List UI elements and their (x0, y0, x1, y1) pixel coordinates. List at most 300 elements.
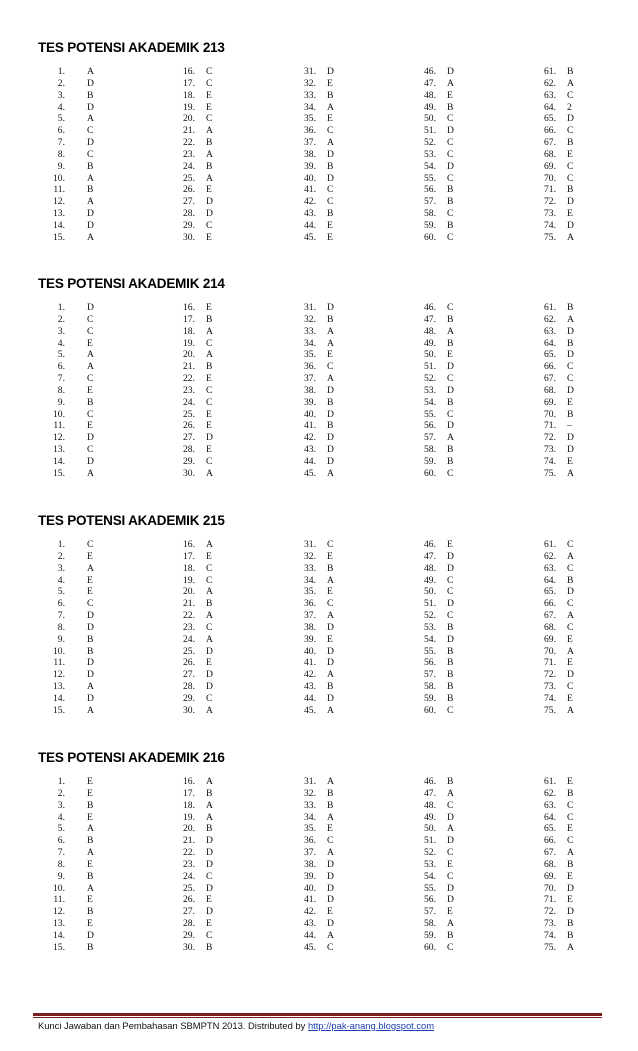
question-number: 55. (424, 408, 436, 420)
answer-row (50, 148, 94, 161)
answer-row (530, 621, 574, 634)
answer-letter: B (327, 89, 334, 101)
question-number: 4. (57, 574, 65, 586)
answer-letter: A (206, 633, 213, 645)
answer-letter: C (206, 396, 213, 408)
answer-column (290, 66, 334, 244)
question-number: 75. (544, 231, 556, 243)
answer-row (50, 172, 94, 185)
answer-letter: E (87, 894, 93, 906)
question-number: 56. (424, 184, 436, 196)
question-number: 52. (424, 847, 436, 859)
answer-letter: B (447, 219, 454, 231)
question-number: 57. (424, 196, 436, 208)
section-title: TES POTENSI AKADEMIK 216 (38, 750, 225, 765)
answer-letter: D (447, 361, 454, 373)
answer-letter: C (447, 704, 454, 716)
answer-letter: D (567, 444, 574, 456)
answer-row (290, 574, 334, 587)
answer-letter: E (87, 858, 93, 870)
question-number: 3. (57, 89, 65, 101)
question-number: 23. (183, 148, 195, 160)
answer-row (169, 66, 213, 78)
question-number: 11. (53, 657, 65, 669)
answer-letter: B (567, 302, 574, 313)
answer-letter: B (567, 408, 574, 420)
answer-letter: A (327, 847, 334, 859)
answer-row (169, 384, 213, 397)
question-number: 21. (183, 835, 195, 847)
answer-letter: A (206, 539, 213, 550)
answer-row (290, 645, 334, 658)
answer-row (530, 455, 573, 468)
answer-letter: A (87, 562, 94, 574)
question-number: 13. (53, 444, 65, 456)
question-number: 32. (304, 550, 316, 562)
answer-row (410, 610, 454, 622)
answer-letter: E (206, 302, 212, 313)
answer-row (169, 941, 213, 954)
answer-row (169, 621, 213, 634)
answer-row (530, 313, 574, 326)
answer-letter: C (327, 196, 334, 208)
question-number: 4. (57, 101, 65, 113)
answer-row (410, 847, 454, 859)
answer-letter: E (567, 148, 573, 160)
question-number: 28. (183, 681, 195, 693)
answer-row (530, 172, 574, 185)
answer-row (169, 858, 213, 871)
answer-letter: D (87, 669, 94, 681)
answer-letter: D (206, 681, 213, 693)
question-number: 11. (53, 894, 65, 906)
question-number: 8. (57, 148, 65, 160)
answer-row (410, 870, 454, 883)
answer-row (169, 89, 212, 102)
answer-row (169, 313, 213, 326)
question-number: 35. (304, 349, 316, 361)
answer-row (410, 231, 454, 244)
answer-row (50, 384, 93, 397)
question-number: 15. (53, 467, 65, 479)
answer-letter: A (447, 823, 454, 835)
answer-letter: D (87, 657, 94, 669)
question-number: 46. (424, 539, 436, 550)
answer-letter: B (447, 621, 454, 633)
answer-row (290, 349, 333, 361)
answer-row (410, 598, 454, 610)
question-number: 65. (544, 113, 556, 125)
answer-letter: D (206, 847, 213, 859)
answer-letter: A (327, 337, 334, 349)
question-number: 3. (57, 562, 65, 574)
answer-row (410, 787, 454, 800)
answer-letter: B (567, 929, 574, 941)
question-number: 55. (424, 882, 436, 894)
answer-row (530, 420, 572, 432)
question-number: 73. (544, 208, 556, 220)
answer-row (410, 125, 454, 137)
answer-column (290, 539, 334, 717)
answer-row (169, 835, 213, 847)
answer-letter: D (206, 208, 213, 220)
answer-letter: A (206, 349, 213, 361)
question-number: 25. (183, 172, 195, 184)
question-number: 64. (544, 811, 556, 823)
answer-letter: A (206, 172, 213, 184)
answer-row (169, 325, 213, 338)
answer-letter: C (447, 586, 454, 598)
answer-row (530, 384, 574, 397)
answer-letter: D (327, 455, 334, 467)
answer-row (169, 420, 212, 432)
answer-row (530, 208, 573, 220)
answer-row (169, 669, 213, 681)
answer-letter: D (447, 633, 454, 645)
question-number: 17. (183, 550, 195, 562)
answer-letter: D (87, 219, 94, 231)
answer-letter: D (206, 645, 213, 657)
answer-row (290, 125, 334, 137)
question-number: 73. (544, 918, 556, 930)
question-number: 51. (424, 361, 436, 373)
answer-column (169, 66, 213, 244)
answer-letter: E (206, 894, 212, 906)
question-number: 12. (53, 432, 65, 444)
question-number: 19. (183, 101, 195, 113)
answer-letter: A (567, 467, 574, 479)
answer-letter: B (567, 337, 574, 349)
question-number: 41. (304, 894, 316, 906)
answer-row (50, 396, 94, 409)
answer-letter: B (327, 420, 334, 432)
answer-row (290, 823, 333, 835)
answer-row (50, 89, 94, 102)
question-number: 1. (57, 776, 65, 787)
question-number: 26. (183, 894, 195, 906)
question-number: 7. (57, 610, 65, 622)
question-number: 28. (183, 208, 195, 220)
answer-row (169, 799, 213, 812)
answer-letter: E (87, 337, 93, 349)
answer-row (50, 219, 94, 232)
answer-letter: A (567, 704, 574, 716)
question-number: 71. (544, 657, 556, 669)
answer-letter: C (327, 941, 334, 953)
answer-letter: A (87, 847, 94, 859)
answer-row (50, 645, 94, 658)
answer-letter: B (327, 799, 334, 811)
answer-letter: C (567, 361, 574, 373)
answer-row (290, 941, 334, 954)
question-number: 29. (183, 929, 195, 941)
question-number: 38. (304, 858, 316, 870)
answer-letter: D (87, 302, 94, 313)
answer-row (410, 172, 454, 185)
answer-row (169, 586, 213, 598)
answer-row (290, 835, 334, 847)
question-number: 22. (183, 610, 195, 622)
question-number: 32. (304, 787, 316, 799)
answer-row (530, 302, 574, 314)
answer-row (50, 467, 94, 480)
answer-column (50, 66, 94, 244)
answer-row (290, 586, 333, 598)
answer-row (169, 811, 213, 824)
answer-column (410, 539, 454, 717)
answer-row (169, 219, 213, 232)
answer-letter: A (206, 467, 213, 479)
question-number: 36. (304, 125, 316, 137)
answer-letter: B (87, 160, 94, 172)
question-number: 70. (544, 645, 556, 657)
answer-row (169, 847, 213, 859)
answer-row (50, 574, 93, 587)
question-number: 26. (183, 657, 195, 669)
question-number: 32. (304, 313, 316, 325)
question-number: 5. (57, 113, 65, 125)
answer-letter: D (87, 208, 94, 220)
question-number: 36. (304, 361, 316, 373)
question-number: 46. (424, 302, 436, 313)
question-number: 6. (57, 598, 65, 610)
answer-column (290, 302, 334, 480)
answer-row (169, 550, 212, 563)
answer-row (290, 302, 334, 314)
answer-row (530, 941, 574, 954)
answer-row (410, 137, 454, 149)
answer-column (530, 539, 574, 717)
answer-row (169, 657, 212, 669)
question-number: 73. (544, 444, 556, 456)
answer-letter: C (447, 113, 454, 125)
answer-row (50, 918, 93, 930)
answer-row (169, 787, 213, 800)
question-number: 15. (53, 231, 65, 243)
answer-row (169, 823, 213, 835)
answer-row (169, 467, 213, 480)
question-number: 16. (183, 302, 195, 313)
question-number: 6. (57, 361, 65, 373)
question-number: 4. (57, 337, 65, 349)
question-number: 23. (183, 621, 195, 633)
question-number: 2. (57, 77, 65, 89)
answer-row (290, 621, 334, 634)
question-number: 42. (304, 906, 316, 918)
answer-letter: A (87, 361, 94, 373)
answer-row (410, 160, 454, 173)
answer-letter: A (447, 432, 454, 444)
question-number: 21. (183, 125, 195, 137)
question-number: 22. (183, 847, 195, 859)
question-number: 51. (424, 125, 436, 137)
answer-column (50, 302, 94, 480)
answer-row (169, 574, 213, 587)
answer-row (530, 361, 574, 373)
answer-letter: A (206, 325, 213, 337)
answer-letter: C (87, 148, 94, 160)
answer-row (50, 137, 94, 149)
question-number: 24. (183, 160, 195, 172)
answer-grid (38, 539, 608, 719)
answer-row (50, 455, 94, 468)
question-number: 62. (544, 77, 556, 89)
question-number: 45. (304, 231, 316, 243)
question-number: 4. (57, 811, 65, 823)
question-number: 59. (424, 692, 436, 704)
answer-row (169, 562, 213, 575)
answer-row (530, 137, 574, 149)
answer-row (530, 432, 574, 444)
answer-letter: C (327, 598, 334, 610)
answer-column (290, 776, 334, 954)
question-number: 25. (183, 408, 195, 420)
question-number: 59. (424, 929, 436, 941)
answer-grid (38, 776, 608, 956)
question-number: 17. (183, 787, 195, 799)
answer-letter: D (87, 455, 94, 467)
answer-letter: B (567, 184, 574, 196)
question-number: 42. (304, 669, 316, 681)
question-number: 54. (424, 870, 436, 882)
answer-letter: B (327, 160, 334, 172)
answer-letter: C (447, 574, 454, 586)
answer-letter: A (327, 811, 334, 823)
answer-letter: C (567, 681, 574, 693)
question-number: 57. (424, 906, 436, 918)
answer-row (530, 349, 574, 361)
answer-letter: B (567, 137, 574, 149)
question-number: 66. (544, 835, 556, 847)
answer-letter: A (206, 586, 213, 598)
answer-row (50, 184, 94, 196)
answer-row (410, 66, 454, 78)
answer-letter: A (87, 196, 94, 208)
answer-row (410, 550, 454, 563)
question-number: 41. (304, 420, 316, 432)
question-number: 19. (183, 811, 195, 823)
answer-letter: D (567, 384, 574, 396)
answer-letter: C (206, 337, 213, 349)
question-number: 43. (304, 444, 316, 456)
question-number: 30. (183, 231, 195, 243)
answer-letter: A (327, 929, 334, 941)
answer-letter: A (206, 148, 213, 160)
question-number: 2. (57, 787, 65, 799)
question-number: 34. (304, 811, 316, 823)
question-number: 65. (544, 349, 556, 361)
question-number: 58. (424, 681, 436, 693)
answer-row (290, 929, 334, 942)
answer-row (290, 172, 334, 185)
question-number: 34. (304, 101, 316, 113)
question-number: 7. (57, 373, 65, 385)
question-number: 67. (544, 137, 556, 149)
question-number: 40. (304, 408, 316, 420)
answer-letter: D (447, 125, 454, 137)
answer-row (169, 148, 213, 161)
answer-letter: E (87, 787, 93, 799)
question-number: 68. (544, 384, 556, 396)
answer-letter: D (447, 811, 454, 823)
answer-letter: A (447, 77, 454, 89)
answer-letter: B (206, 313, 213, 325)
answer-letter: C (567, 562, 574, 574)
answer-row (530, 467, 574, 480)
answer-letter: C (206, 113, 213, 125)
answer-letter: – (567, 420, 572, 432)
question-number: 35. (304, 823, 316, 835)
question-number: 2. (57, 550, 65, 562)
answer-letter: B (447, 455, 454, 467)
answer-row (50, 681, 94, 693)
answer-letter: E (567, 692, 573, 704)
answer-letter: D (447, 882, 454, 894)
question-number: 53. (424, 621, 436, 633)
answer-letter: D (447, 66, 454, 77)
answer-letter: D (327, 444, 334, 456)
answer-letter: E (567, 870, 573, 882)
question-number: 61. (544, 776, 556, 787)
footer-link[interactable]: http://pak-anang.blogspot.com (307, 1020, 435, 1031)
question-number: 18. (183, 325, 195, 337)
answer-row (410, 219, 454, 232)
question-number: 6. (57, 125, 65, 137)
question-number: 69. (544, 160, 556, 172)
answer-column (169, 302, 213, 480)
answer-column (530, 776, 574, 954)
answer-letter: E (206, 420, 212, 432)
question-number: 73. (544, 681, 556, 693)
answer-row (50, 811, 93, 824)
answer-letter: E (87, 574, 93, 586)
answer-row (410, 148, 454, 161)
answer-row (290, 219, 333, 232)
answer-row (530, 870, 573, 883)
answer-row (530, 184, 574, 196)
question-number: 49. (424, 574, 436, 586)
question-number: 49. (424, 811, 436, 823)
answer-letter: C (447, 799, 454, 811)
question-number: 62. (544, 787, 556, 799)
answer-row (530, 373, 574, 385)
answer-row (169, 882, 213, 895)
question-number: 30. (183, 704, 195, 716)
answer-letter: C (447, 610, 454, 622)
question-number: 1. (57, 66, 65, 77)
question-number: 40. (304, 172, 316, 184)
answer-row (290, 313, 334, 326)
answer-letter: B (206, 598, 213, 610)
answer-letter: D (327, 882, 334, 894)
answer-letter: A (447, 918, 454, 930)
answer-letter: D (327, 621, 334, 633)
answer-letter: D (206, 858, 213, 870)
answer-letter: B (87, 89, 94, 101)
question-number: 61. (544, 302, 556, 313)
answer-letter: C (567, 598, 574, 610)
answer-row (530, 633, 573, 646)
question-number: 52. (424, 373, 436, 385)
answer-letter: E (327, 906, 333, 918)
answer-letter: B (447, 657, 454, 669)
answer-row (530, 586, 574, 598)
question-number: 62. (544, 550, 556, 562)
answer-letter: E (567, 633, 573, 645)
answer-letter: B (87, 633, 94, 645)
answer-letter: A (87, 231, 94, 243)
question-number: 36. (304, 835, 316, 847)
